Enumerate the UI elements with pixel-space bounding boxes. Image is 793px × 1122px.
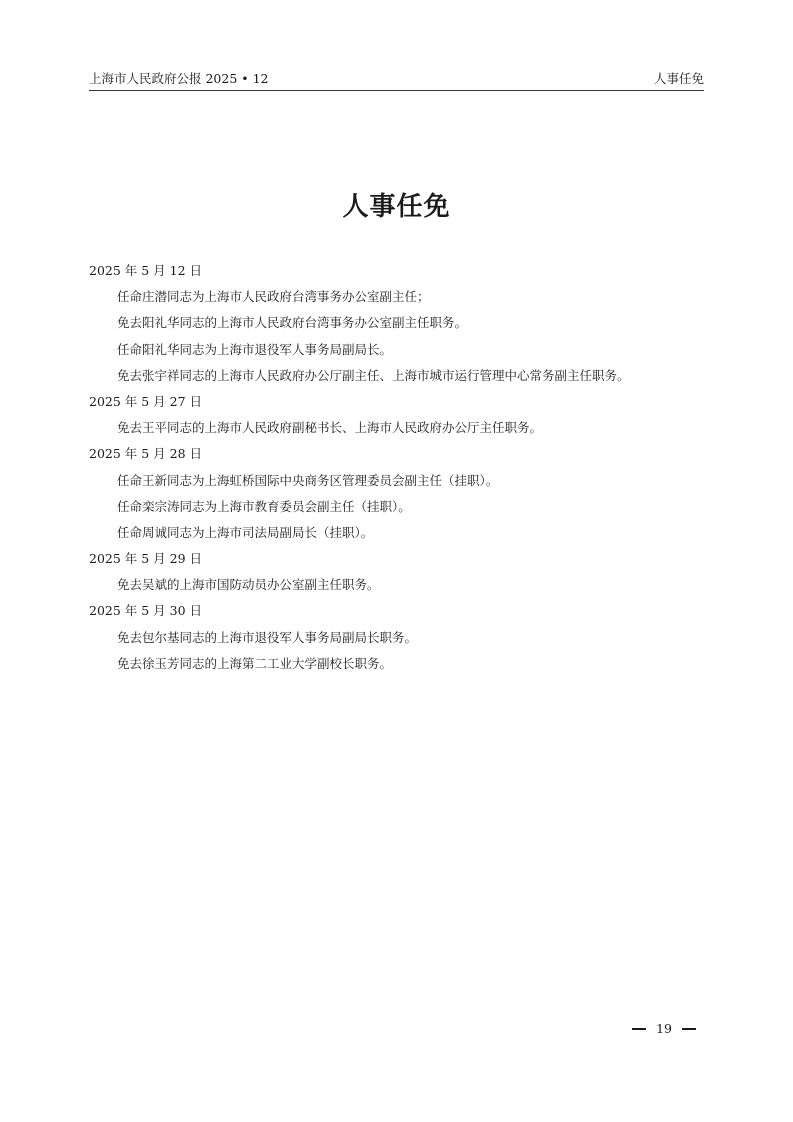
document-title: 人事任免 (342, 192, 451, 222)
footer-dash-right (682, 1028, 696, 1030)
page-number: 19 (656, 1021, 672, 1036)
appointment-entry: 免去吴斌的上海市国防动员办公室副主任职务。 (117, 577, 380, 593)
date-line: 2025 年 5 月 12 日 (89, 263, 203, 278)
date-line: 2025 年 5 月 30 日 (89, 603, 203, 619)
appointment-entry: 免去徐玉芳同志的上海第二工业大学副校长职务。 (117, 655, 393, 671)
appointment-entry: 任命庄潜同志为上海市人民政府台湾事务办公室副主任； (117, 289, 430, 305)
date-line: 2025 年 5 月 28 日 (89, 446, 203, 462)
appointment-entry: 免去包尔基同志的上海市退役军人事务局副局长职务。 (117, 629, 418, 645)
appointment-entry: 任命周诚同志为上海市司法局副局长（挂职）。 (117, 524, 374, 540)
appointment-entry: 任命阳礼华同志为上海市退役军人事务局副局长。 (117, 341, 393, 357)
appointment-entry: 免去张宇祥同志的上海市人民政府办公厅副主任、上海市城市运行管理中心常务副主任职务。 (117, 367, 630, 383)
appointment-entry: 免去王平同志的上海市人民政府副秘书长、上海市人民政府办公厅主任职务。 (117, 420, 543, 436)
appointment-entry: 任命王新同志为上海虹桥国际中央商务区管理委员会副主任（挂职）。 (117, 472, 499, 488)
date-line: 2025 年 5 月 29 日 (89, 551, 203, 567)
appointments-body (89, 262, 704, 681)
appointment-entry: 任命栾宗涛同志为上海市教育委员会副主任（挂职）。 (117, 498, 411, 514)
footer-dash-left (632, 1028, 646, 1030)
section-name: 人事任免 (653, 71, 704, 86)
publication-name: 上海市人民政府公报 2025 • 12 (89, 71, 269, 86)
page-footer (0, 1021, 696, 1036)
appointment-entry: 免去阳礼华同志的上海市人民政府台湾事务办公室副主任职务。 (117, 315, 468, 331)
date-line: 2025 年 5 月 27 日 (89, 393, 203, 409)
page-header (89, 66, 704, 91)
